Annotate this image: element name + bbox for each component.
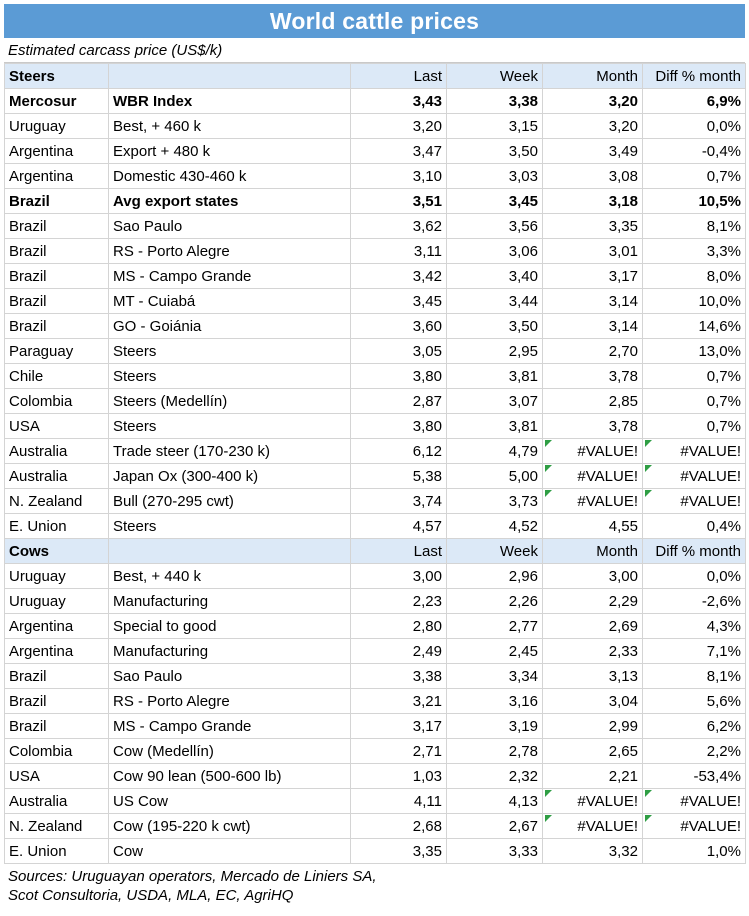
error-flag-icon [645, 465, 652, 472]
cell-week: 4,52 [447, 514, 543, 539]
cell-week: 3,16 [447, 689, 543, 714]
cell-description: Domestic 430-460 k [109, 164, 351, 189]
table-row [5, 414, 746, 439]
cell-last: 2,71 [351, 739, 447, 764]
cell-month: 3,49 [543, 139, 643, 164]
cell-week: 5,00 [447, 464, 543, 489]
cell-country: E. Union [5, 839, 109, 864]
cell-week: 2,95 [447, 339, 543, 364]
cell-last: 2,49 [351, 639, 447, 664]
column-header-week: Week [447, 64, 543, 89]
error-flag-icon [645, 440, 652, 447]
cell-country: Colombia [5, 739, 109, 764]
cell-month: 3,78 [543, 364, 643, 389]
table-row [5, 639, 746, 664]
cell-month: 3,35 [543, 214, 643, 239]
cell-diff-value: #VALUE! [680, 817, 741, 835]
cell-month: 3,20 [543, 114, 643, 139]
cell-last: 2,87 [351, 389, 447, 414]
cell-diff: 0,7% [643, 164, 746, 189]
cell-description: Best, + 440 k [109, 564, 351, 589]
cell-last: 3,60 [351, 314, 447, 339]
cell-country: Argentina [5, 139, 109, 164]
cell-last: 2,23 [351, 589, 447, 614]
cell-week: 3,06 [447, 239, 543, 264]
sources-note [4, 864, 745, 905]
cell-month: 3,17 [543, 264, 643, 289]
cell-last: 5,38 [351, 464, 447, 489]
cell-country: Uruguay [5, 114, 109, 139]
cell-description: Cow (195-220 k cwt) [109, 814, 351, 839]
cell-week: 3,44 [447, 289, 543, 314]
cell-diff-value: #VALUE! [680, 792, 741, 810]
table-row [5, 714, 746, 739]
cell-week: 2,26 [447, 589, 543, 614]
cell-diff: 6,9% [643, 89, 746, 114]
cell-country: Brazil [5, 264, 109, 289]
table-row [5, 789, 746, 814]
cell-description: GO - Goiánia [109, 314, 351, 339]
cell-description: US Cow [109, 789, 351, 814]
cell-country: Mercosur [5, 89, 109, 114]
cell-country: Brazil [5, 289, 109, 314]
cell-diff: 8,1% [643, 664, 746, 689]
cell-last: 1,03 [351, 764, 447, 789]
prices-table [4, 63, 746, 864]
cell-week: 3,38 [447, 89, 543, 114]
cell-last: 3,38 [351, 664, 447, 689]
cell-week: 3,19 [447, 714, 543, 739]
cell-description: Cow [109, 839, 351, 864]
cell-description: Cow (Medellín) [109, 739, 351, 764]
cell-country: Argentina [5, 614, 109, 639]
cell-country: Brazil [5, 189, 109, 214]
table-row [5, 264, 746, 289]
table-row [5, 739, 746, 764]
cell-country: Argentina [5, 164, 109, 189]
table-row [5, 364, 746, 389]
cell-country: Paraguay [5, 339, 109, 364]
cell-country: Australia [5, 789, 109, 814]
cell-last: 2,80 [351, 614, 447, 639]
cell-month-value: #VALUE! [577, 792, 638, 810]
cell-month: 3,20 [543, 89, 643, 114]
cell-description: RS - Porto Alegre [109, 239, 351, 264]
cell-month: 2,33 [543, 639, 643, 664]
table-row [5, 614, 746, 639]
column-header-last: Last [351, 64, 447, 89]
cell-month: 2,70 [543, 339, 643, 364]
cell-diff: 10,0% [643, 289, 746, 314]
column-header-diff: Diff % month [643, 539, 746, 564]
cell-month: 2,29 [543, 589, 643, 614]
column-header-last: Last [351, 539, 447, 564]
cell-country: E. Union [5, 514, 109, 539]
cell-country: Chile [5, 364, 109, 389]
cell-description: Steers [109, 414, 351, 439]
section-label: Steers [5, 64, 109, 89]
cell-month: 3,08 [543, 164, 643, 189]
cell-last: 3,62 [351, 214, 447, 239]
table-row [5, 839, 746, 864]
error-flag-icon [545, 815, 552, 822]
column-header-diff: Diff % month [643, 64, 746, 89]
cell-diff: 8,1% [643, 214, 746, 239]
table-row [5, 389, 746, 414]
section-header-row [5, 539, 746, 564]
cell-diff: 0,7% [643, 389, 746, 414]
cell-week: 3,81 [447, 364, 543, 389]
cell-description: Best, + 460 k [109, 114, 351, 139]
cell-week: 3,56 [447, 214, 543, 239]
cell-month: 3,13 [543, 664, 643, 689]
table-row [5, 89, 746, 114]
cell-diff [643, 789, 746, 814]
cell-last: 3,43 [351, 89, 447, 114]
cell-last: 3,51 [351, 189, 447, 214]
cell-week: 2,77 [447, 614, 543, 639]
cell-diff: 0,0% [643, 564, 746, 589]
error-flag-icon [645, 490, 652, 497]
cell-diff: -2,6% [643, 589, 746, 614]
cell-week: 3,50 [447, 139, 543, 164]
cell-description: Manufacturing [109, 639, 351, 664]
cell-description: Special to good [109, 614, 351, 639]
error-flag-icon [545, 490, 552, 497]
cell-last: 3,42 [351, 264, 447, 289]
cell-week: 2,96 [447, 564, 543, 589]
cell-month [543, 489, 643, 514]
cell-month: 3,32 [543, 839, 643, 864]
table-row [5, 489, 746, 514]
cell-month-value: #VALUE! [577, 817, 638, 835]
cell-month: 2,21 [543, 764, 643, 789]
table-row [5, 289, 746, 314]
cell-month-value: #VALUE! [577, 492, 638, 510]
cell-week: 3,45 [447, 189, 543, 214]
cell-week: 3,07 [447, 389, 543, 414]
cell-diff: 0,4% [643, 514, 746, 539]
cell-diff: -0,4% [643, 139, 746, 164]
cell-description: RS - Porto Alegre [109, 689, 351, 714]
cell-country: Australia [5, 439, 109, 464]
cell-last: 6,12 [351, 439, 447, 464]
cell-last: 3,11 [351, 239, 447, 264]
table-row [5, 564, 746, 589]
table-row [5, 164, 746, 189]
column-header-week: Week [447, 539, 543, 564]
cell-last: 3,17 [351, 714, 447, 739]
cell-month: 2,85 [543, 389, 643, 414]
cell-diff: 8,0% [643, 264, 746, 289]
subtitle: Estimated carcass price (US$/k) [4, 38, 745, 63]
sources-line-2: Scot Consultoria, USDA, MLA, EC, AgriHQ [8, 887, 294, 904]
cell-last: 3,00 [351, 564, 447, 589]
cell-week: 3,34 [447, 664, 543, 689]
cell-month [543, 464, 643, 489]
cell-week: 2,45 [447, 639, 543, 664]
table-row [5, 139, 746, 164]
cell-last: 3,05 [351, 339, 447, 364]
cell-month [543, 789, 643, 814]
cell-week: 3,73 [447, 489, 543, 514]
cell-diff: 6,2% [643, 714, 746, 739]
cell-diff: 10,5% [643, 189, 746, 214]
cell-diff: 13,0% [643, 339, 746, 364]
section-spacer [109, 539, 351, 564]
table-row [5, 764, 746, 789]
cell-month: 2,65 [543, 739, 643, 764]
cell-diff [643, 464, 746, 489]
sources-line-1: Sources: Uruguayan operators, Mercado de Liniers SA, [8, 868, 377, 885]
cell-country: Australia [5, 464, 109, 489]
table-row [5, 114, 746, 139]
cell-country: Brazil [5, 664, 109, 689]
cell-diff: 5,6% [643, 689, 746, 714]
cell-diff: 2,2% [643, 739, 746, 764]
table-row [5, 589, 746, 614]
cell-month: 3,01 [543, 239, 643, 264]
cell-month: 4,55 [543, 514, 643, 539]
cell-country: N. Zealand [5, 814, 109, 839]
cell-description: Sao Paulo [109, 664, 351, 689]
section-spacer [109, 64, 351, 89]
cell-diff: 0,7% [643, 364, 746, 389]
cell-month: 3,78 [543, 414, 643, 439]
cell-country: Brazil [5, 714, 109, 739]
cell-last: 3,47 [351, 139, 447, 164]
cell-country: Brazil [5, 239, 109, 264]
cell-week: 4,79 [447, 439, 543, 464]
error-flag-icon [645, 790, 652, 797]
table-row [5, 214, 746, 239]
cell-diff: 14,6% [643, 314, 746, 339]
error-flag-icon [545, 440, 552, 447]
section-label: Cows [5, 539, 109, 564]
cell-last: 3,80 [351, 364, 447, 389]
cell-month [543, 439, 643, 464]
cell-description: Steers [109, 339, 351, 364]
cell-country: Colombia [5, 389, 109, 414]
table-row [5, 314, 746, 339]
cell-month: 3,18 [543, 189, 643, 214]
error-flag-icon [545, 465, 552, 472]
cell-last: 3,45 [351, 289, 447, 314]
cell-month: 3,04 [543, 689, 643, 714]
cell-last: 4,11 [351, 789, 447, 814]
cell-country: N. Zealand [5, 489, 109, 514]
cell-last: 3,21 [351, 689, 447, 714]
column-header-month: Month [543, 539, 643, 564]
cell-country: USA [5, 764, 109, 789]
cell-diff [643, 814, 746, 839]
cell-diff: 0,0% [643, 114, 746, 139]
cell-diff: 0,7% [643, 414, 746, 439]
cell-last: 2,68 [351, 814, 447, 839]
cell-country: Uruguay [5, 564, 109, 589]
cell-diff-value: #VALUE! [680, 467, 741, 485]
cell-description: Trade steer (170-230 k) [109, 439, 351, 464]
table-row [5, 189, 746, 214]
cell-description: Export + 480 k [109, 139, 351, 164]
cell-diff: 7,1% [643, 639, 746, 664]
cell-diff: 4,3% [643, 614, 746, 639]
table-row [5, 689, 746, 714]
cell-description: MS - Campo Grande [109, 714, 351, 739]
cell-country: Brazil [5, 314, 109, 339]
cell-last: 4,57 [351, 514, 447, 539]
cell-week: 2,67 [447, 814, 543, 839]
cell-description: Steers [109, 364, 351, 389]
cell-diff-value: #VALUE! [680, 492, 741, 510]
cell-week: 4,13 [447, 789, 543, 814]
cell-week: 3,40 [447, 264, 543, 289]
cell-description: Cow 90 lean (500-600 lb) [109, 764, 351, 789]
table-row [5, 514, 746, 539]
cell-week: 3,50 [447, 314, 543, 339]
cell-diff: 3,3% [643, 239, 746, 264]
cell-description: Steers (Medellín) [109, 389, 351, 414]
section-header-row [5, 64, 746, 89]
cell-country: USA [5, 414, 109, 439]
cell-country: Uruguay [5, 589, 109, 614]
cell-last: 3,10 [351, 164, 447, 189]
cell-diff: -53,4% [643, 764, 746, 789]
cell-description: WBR Index [109, 89, 351, 114]
table-row [5, 239, 746, 264]
cell-month: 3,14 [543, 289, 643, 314]
table-row [5, 439, 746, 464]
table-row [5, 339, 746, 364]
cell-description: MT - Cuiabá [109, 289, 351, 314]
cell-last: 3,35 [351, 839, 447, 864]
error-flag-icon [545, 790, 552, 797]
cell-description: Japan Ox (300-400 k) [109, 464, 351, 489]
cell-description: MS - Campo Grande [109, 264, 351, 289]
cell-week: 2,78 [447, 739, 543, 764]
cell-week: 3,03 [447, 164, 543, 189]
page-title: World cattle prices [4, 4, 745, 38]
cell-description: Avg export states [109, 189, 351, 214]
column-header-month: Month [543, 64, 643, 89]
cell-month: 2,99 [543, 714, 643, 739]
cell-diff: 1,0% [643, 839, 746, 864]
cell-diff-value: #VALUE! [680, 442, 741, 460]
cell-week: 3,81 [447, 414, 543, 439]
table-row [5, 814, 746, 839]
cell-last: 3,20 [351, 114, 447, 139]
cell-last: 3,80 [351, 414, 447, 439]
cell-description: Manufacturing [109, 589, 351, 614]
cell-country: Brazil [5, 689, 109, 714]
cell-country: Brazil [5, 214, 109, 239]
cell-diff [643, 489, 746, 514]
cell-last: 3,74 [351, 489, 447, 514]
cell-description: Sao Paulo [109, 214, 351, 239]
cell-diff [643, 439, 746, 464]
cell-month: 2,69 [543, 614, 643, 639]
cell-month: 3,14 [543, 314, 643, 339]
cell-country: Argentina [5, 639, 109, 664]
cell-week: 3,15 [447, 114, 543, 139]
error-flag-icon [645, 815, 652, 822]
table-row [5, 464, 746, 489]
cell-month-value: #VALUE! [577, 467, 638, 485]
cell-description: Steers [109, 514, 351, 539]
cell-month [543, 814, 643, 839]
cell-week: 3,33 [447, 839, 543, 864]
cell-month: 3,00 [543, 564, 643, 589]
cell-description: Bull (270-295 cwt) [109, 489, 351, 514]
table-row [5, 664, 746, 689]
cell-month-value: #VALUE! [577, 442, 638, 460]
cell-week: 2,32 [447, 764, 543, 789]
